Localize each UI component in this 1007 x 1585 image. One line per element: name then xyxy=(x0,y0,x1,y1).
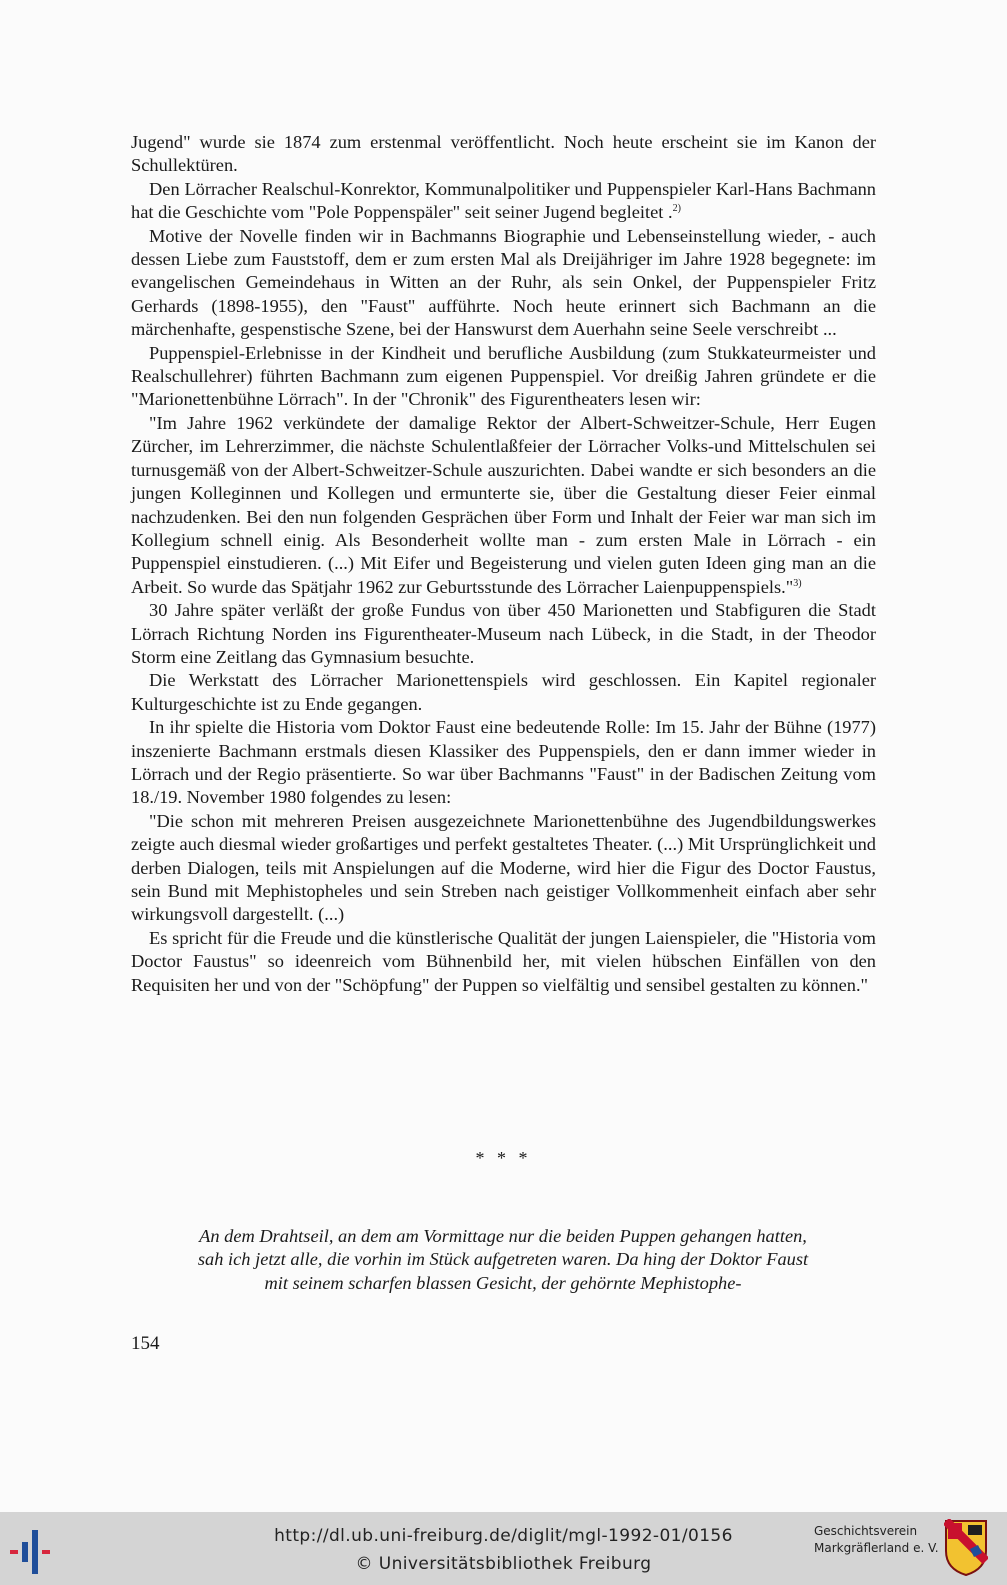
paragraph-text: In ihr spielte die Historia vom Doktor Faust eine bedeutende Rolle: Im 15. Jahr der Bühne (1977) inszenierte Bachmann erstmals diesen Klassiker des Puppenspiels, den er dann immer wieder in Lörrach und der Regio präsentierte. So war über Bachmanns "Faust" in der Badischen Zeitung vom 18./19. November 1980 folgendes zu lesen: xyxy=(131,717,876,808)
paragraph-text: Puppenspiel-Erlebnisse in der Kindheit und berufliche Ausbildung (zum Stukkateurmeister und Realschullehrer) führten Bachmann zum eigenen Puppenspiel. Vor dreißig Jahren gründete er die "Marionettenbühne Lörrach". In der "Chronik" des Figurentheaters lesen wir: xyxy=(131,342,876,410)
paragraph-text: Jugend" wurde sie 1874 zum erstenmal veröffentlicht. Noch heute erscheint sie im Kanon der Schullektüren. xyxy=(131,132,876,176)
paragraph-text: Motive der Novelle finden wir in Bachmanns Biographie und Lebenseinstellung wieder, - auch dessen Liebe zum Fauststoff, dem er zum ersten Mal als Dreijähriger im Jahre 1928 begegnete: im evangelischen Gemeindehaus in Witten an der Ruhr, als sein Onkel, der Puppenspieler Fritz Gerhards (1898-1955), den "Faust" aufführte. Noch heute erinnert sich Bachmann an die märchenhafte, gespenstische Szene, bei der Hanswurst dem Auerhahn seine Seele verschreibt ... xyxy=(131,225,876,340)
footnote-marker: 2) xyxy=(672,203,681,215)
closing-quote: An dem Drahtseil, an dem am Vormittage nur die beiden Puppen gehangen hatten, sah ich jetzt alle, die vorhin im Stück aufgetreten waren. Da hing der Doktor Faust mit seinem scharfen blassen Gesicht, der gehörnte Mephistophe- xyxy=(197,1226,809,1293)
society-line-1: Geschichtsverein xyxy=(814,1524,918,1538)
paragraph-text: "Die schon mit mehreren Preisen ausgezeichnete Marionettenbühne des Jugendbildungswerkes zeigte auch diesmal wieder großartiges und perfekt gestaltetes Theater. (...) Mit Ursprünglichkeit und derben Dialogen, teils mit Anspielungen auf die Moderne, wird hier die Figur des Doctor Faustus, sein Bund mit Mephistopheles und sein Streben nach geistiger Vollkommenheit einfach aber sehr wirkungsvoll dargestellt. (...) xyxy=(131,810,876,925)
copyright-text: © Universitätsbibliothek Freiburg xyxy=(355,1554,652,1574)
body-text xyxy=(131,131,876,997)
paragraph xyxy=(131,669,876,716)
footnote-marker: 3) xyxy=(793,577,802,589)
paragraph xyxy=(131,225,876,342)
paragraph-text: Den Lörracher Realschul-Konrektor, Kommunalpolitiker und Puppenspieler Karl-Hans Bachmann hat die Geschichte vom "Pole Poppenspäler" seit seiner Jugend begleitet . xyxy=(131,178,876,223)
coat-of-arms-icon[interactable] xyxy=(944,1519,988,1577)
paragraph-text: Die Werkstatt des Lörracher Marionettenspiels wird geschlossen. Ein Kapitel regionaler Kulturgeschichte ist zu Ende gegangen. xyxy=(131,670,876,714)
paragraph xyxy=(131,599,876,669)
society-name xyxy=(814,1523,939,1557)
paragraph-text: 30 Jahre später verläßt der große Fundus von über 450 Marionetten und Stabfiguren die Stadt Lörrach Richtung Norden ins Figurentheater-Museum nach Lübeck, in die Stadt, in der Theodor Storm eine Zeitlang das Gymnasium besuchte. xyxy=(131,600,876,667)
paragraph xyxy=(131,716,876,810)
paragraph xyxy=(131,412,876,599)
paragraph xyxy=(131,342,876,412)
source-url-link[interactable]: http://dl.ub.uni-freiburg.de/diglit/mgl-1992-01/0156 xyxy=(274,1526,733,1546)
paragraph xyxy=(131,131,876,178)
paragraph-text: "Im Jahre 1962 verkündete der damalige Rektor der Albert-Schweitzer-Schule, Herr Eugen Zürcher, im Lehrerzimmer, die nächste Schulentlaßfeier der Lörracher Volks-und Mittelschulen sei turnusgemäß von der Albert-Schweitzer-Schule auszurichten. Dabei wandte er sich besonders an die jungen Kolleginnen und Kollegen und ermunterte sie, über die Gestaltung dieser Feier einmal nachzudenken. Bei den nun folgenden Gesprächen über Form und Inhalt der Feier war man sich im Kollegium schnell einig. Als Besonderheit wollte man - zum ersten Male in Lörrach - ein Puppenspiel einstudieren. (...) Mit Eifer und Begeisterung und vielen guten Ideen ging man an die Arbeit. So wurde das Spätjahr 1962 zur Geburtsstunde des Lörracher Laienpuppenspiels." xyxy=(131,412,876,597)
section-separator: * * * xyxy=(475,1148,532,1168)
paragraph-text: Es spricht für die Freude und die künstlerische Qualität der jungen Laienspieler, die "Historia vom Doctor Faustus" so ideenreich vom Bühnenbild her, mit vielen hübschen Einfällen von den Requisiten her und von der "Schöpfung" der Puppen so vielfältig und sensibel gestalten zu können." xyxy=(131,927,876,995)
paragraph xyxy=(131,810,876,927)
society-line-2: Markgräflerland e. V. xyxy=(814,1541,939,1555)
page-number: 154 xyxy=(131,1333,160,1354)
paragraph xyxy=(131,927,876,997)
paragraph xyxy=(131,178,876,225)
